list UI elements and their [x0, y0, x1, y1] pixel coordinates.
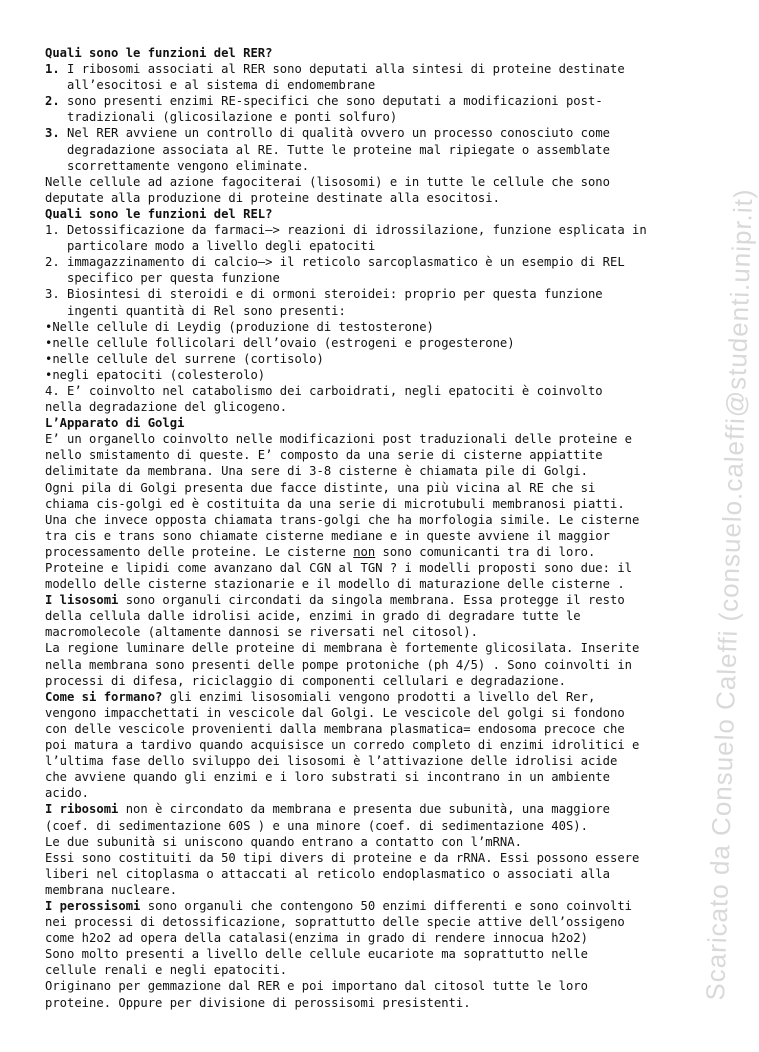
text-line — [45, 303, 725, 319]
underlined-text: non — [353, 544, 376, 559]
text-run: degradazione associata al RE. Tutte le proteine mal ripiegate o assemblate — [45, 142, 610, 157]
text-line — [45, 463, 725, 479]
text-run: Originano per gemmazione dal RER e poi importano dal citosol tutte le loro — [45, 979, 588, 994]
text-line — [45, 109, 725, 125]
text-line — [45, 415, 725, 431]
text-line — [45, 77, 725, 93]
bold-text: Come si formano? — [45, 689, 163, 704]
text-run: gli enzimi lisosomiali vengono prodotti a livello del Rer, — [162, 689, 596, 704]
text-line — [45, 383, 725, 399]
text-line — [45, 544, 725, 560]
text-line — [45, 737, 725, 753]
text-run: acido. — [45, 786, 90, 801]
text-line — [45, 689, 725, 705]
text-line — [45, 158, 725, 174]
bold-text: I ribosomi — [45, 802, 119, 817]
text-run: E’ un organello coinvolto nelle modificazioni post traduzionali delle proteine e — [45, 432, 632, 447]
text-line — [45, 238, 725, 254]
text-run: Una che invece opposta chiamata trans-golgi che ha morfologia simile. Le cisterne — [45, 512, 640, 527]
text-line — [45, 978, 725, 994]
text-line — [45, 673, 725, 689]
text-run: liberi nel citoplasma o attaccati al reticolo endoplasmatico o associati alla — [45, 866, 610, 881]
text-run: sono comunicanti tra di loro. — [375, 544, 596, 559]
text-line — [45, 624, 725, 640]
text-run: I ribosomi associati al RER sono deputati alla sintesi di proteine destinate — [67, 62, 625, 77]
text-run: Nel RER avviene un controllo di qualità ovvero un processo conosciuto come — [67, 126, 610, 141]
text-run: all’esocitosi e al sistema di endomembrane — [45, 78, 376, 93]
text-line — [45, 801, 725, 817]
text-line — [45, 560, 725, 576]
text-run: 1. Detossificazione da farmaci—> reazioni di idrossilazione, funzione esplicata in — [45, 223, 647, 238]
text-run: nei processi di detossificazione, soprattutto delle specie attive dell’ossigeno — [45, 915, 625, 930]
text-run: 2. immagazzinamento di calcio—> il reticolo sarcoplasmatico è un esempio di REL — [45, 255, 625, 270]
text-line — [45, 882, 725, 898]
bold-text: I perossisomi — [45, 898, 141, 913]
text-run: 3. Biosintesi di steroidi e di ormoni steroidei: proprio per questa funzione — [45, 287, 603, 302]
text-run: deputate alla produzione di proteine destinate alla esocitosi. — [45, 190, 500, 205]
text-line — [45, 898, 725, 914]
text-run: Essi sono costituiti da 50 tipi divers di proteine e da rRNA. Essi possono essere — [45, 850, 640, 865]
text-line — [45, 125, 725, 141]
text-line — [45, 818, 725, 834]
text-run: •negli epatociti (colesterolo) — [45, 367, 266, 382]
text-line — [45, 45, 725, 61]
text-run: 4. E’ coinvolto nel catabolismo dei carboidrati, negli epatociti è coinvolto — [45, 383, 603, 398]
text-line — [45, 705, 725, 721]
text-run: processi di difesa, riciclaggio di componenti cellulari e degradazione. — [45, 673, 566, 688]
text-line — [45, 61, 725, 77]
text-line — [45, 834, 725, 850]
text-line — [45, 270, 725, 286]
text-line — [45, 930, 725, 946]
text-run: delimitate da membrana. Una sere di 3-8 cisterne è chiamata pile di Golgi. — [45, 464, 588, 479]
text-run: macromolecole (altamente dannosi se riversati nel citosol). — [45, 625, 478, 640]
text-line — [45, 576, 725, 592]
text-run: tradizionali (glicosilazione e ponti solfuro) — [45, 110, 398, 125]
text-run: sono presenti enzimi RE-specifici che sono deputati a modificazioni post- — [67, 94, 603, 109]
bold-text: 2. — [45, 94, 68, 109]
text-run: come h2o2 ad opera della catalasi(enzima in grado di rendere innocua h2o2) — [45, 931, 588, 946]
text-line — [45, 431, 725, 447]
text-line — [45, 995, 725, 1011]
text-run: vengono impacchettati in vescicole dal Golgi. Le vescicole del golgi si fondono — [45, 705, 625, 720]
text-line — [45, 512, 725, 528]
text-run: Proteine e lipidi come avanzano dal CGN al TGN ? i modelli proposti sono due: il — [45, 561, 632, 575]
text-run: poi matura a tardivo quando acquisisce un corredo completo di enzimi idrolitici e — [45, 738, 640, 753]
text-line — [45, 335, 725, 351]
text-run: sono organuli che contengono 50 enzimi differenti e sono coinvolti — [140, 898, 633, 913]
text-line — [45, 850, 725, 866]
text-run: Sono molto presenti a livello delle cellule eucariote ma soprattutto nelle — [45, 947, 588, 962]
text-run: modello delle cisterne stazionarie e il modello di maturazione delle cisterne . — [45, 577, 625, 592]
text-run: particolare modo a livello degli epatociti — [45, 239, 376, 254]
text-run: Le due subunità si uniscono quando entrano a contatto con l’mRNA. — [45, 834, 522, 849]
text-line — [45, 721, 725, 737]
text-run: La regione luminare delle proteine di membrana è fortemente glicosilata. Inserite — [45, 641, 640, 656]
text-line — [45, 640, 725, 656]
text-line — [45, 496, 725, 512]
text-run: con delle vescicole provenienti dalla membrana plasmatica= endosoma precoce che — [45, 721, 625, 736]
text-run: scorrettamente vengono eliminate. — [45, 158, 310, 173]
text-line — [45, 319, 725, 335]
text-line — [45, 286, 725, 302]
text-line — [45, 222, 725, 238]
text-run: nella membrana sono presenti delle pompe protoniche (ph 4/5) . Sono coinvolti in — [45, 657, 632, 672]
text-line — [45, 592, 725, 608]
text-line — [45, 174, 725, 190]
text-line — [45, 914, 725, 930]
text-line — [45, 447, 725, 463]
text-run: •nelle cellule del surrene (cortisolo) — [45, 351, 324, 366]
text-line — [45, 962, 725, 978]
bold-text: 1. — [45, 62, 68, 77]
text-run: cellule renali e negli epatociti. — [45, 963, 288, 978]
text-run: ingenti quantità di Rel sono presenti: — [45, 303, 346, 318]
text-run: •nelle cellule follicolari dell’ovaio (estrogeni e progesterone) — [45, 335, 515, 350]
bold-text: L’Apparato di Golgi — [45, 416, 185, 431]
text-run: l’ultima fase dello sviluppo dei lisosomi è l’attivazione delle idrolisi acide — [45, 754, 618, 769]
text-line — [45, 946, 725, 962]
text-line — [45, 399, 725, 415]
text-line — [45, 480, 725, 496]
text-line — [45, 351, 725, 367]
bold-text: Quali sono le funzioni del REL? — [45, 206, 273, 221]
text-run: specifico per questa funzione — [45, 271, 280, 286]
text-line — [45, 753, 725, 769]
text-line — [45, 866, 725, 882]
text-run: tra cis e trans sono chiamate cisterne mediane e in queste avviene il maggior — [45, 528, 610, 543]
text-run: che avviene quando gli enzimi e i loro substrati si incontrano in un ambiente — [45, 770, 610, 785]
text-line — [45, 769, 725, 785]
document-body — [45, 45, 725, 1011]
text-run: (coef. di sedimentazione 60S ) e una minore (coef. di sedimentazione 40S). — [45, 818, 588, 833]
text-run: •Nelle cellule di Leydig (produzione di testosterone) — [45, 319, 434, 334]
text-line — [45, 367, 725, 383]
text-line — [45, 142, 725, 158]
text-line — [45, 785, 725, 801]
text-line — [45, 608, 725, 624]
text-run: della cellula dalle idrolisi acide, enzimi in grado di degradare tutte le — [45, 609, 581, 624]
text-line — [45, 254, 725, 270]
text-run: nella degradazione del glicogeno. — [45, 400, 288, 415]
text-run: nello smistamento di queste. E’ composto da una serie di cisterne appiattite — [45, 448, 603, 463]
text-run: sono organuli circondati da singola membrana. Essa protegge il resto — [118, 593, 625, 608]
text-line — [45, 657, 725, 673]
bold-text: 3. — [45, 126, 68, 141]
text-run: Ogni pila di Golgi presenta due facce distinte, una più vicina al RE che si — [45, 480, 596, 495]
text-run: non è circondato da membrana e presenta due subunità, una maggiore — [118, 802, 610, 817]
text-line — [45, 190, 725, 206]
text-run: Nelle cellule ad azione fagociterai (lisosomi) e in tutte le cellule che sono — [45, 174, 610, 189]
text-line — [45, 93, 725, 109]
text-line — [45, 528, 725, 544]
text-run: processamento delle proteine. Le cisterne — [45, 544, 354, 559]
bold-text: Quali sono le funzioni del RER? — [45, 46, 273, 60]
text-run: proteine. Oppure per divisione di perossisomi presistenti. — [45, 995, 471, 1010]
vertical-watermark: Scaricato da Consuelo Caleffi (consuelo.caleffi@studenti.unipr.it) — [700, 187, 759, 1002]
text-run: chiama cis-golgi ed è costituita da una serie di microtubuli membranosi piatti. — [45, 496, 625, 511]
text-run: membrana nucleare. — [45, 882, 178, 897]
text-line — [45, 206, 725, 222]
bold-text: I lisosomi — [45, 593, 119, 608]
